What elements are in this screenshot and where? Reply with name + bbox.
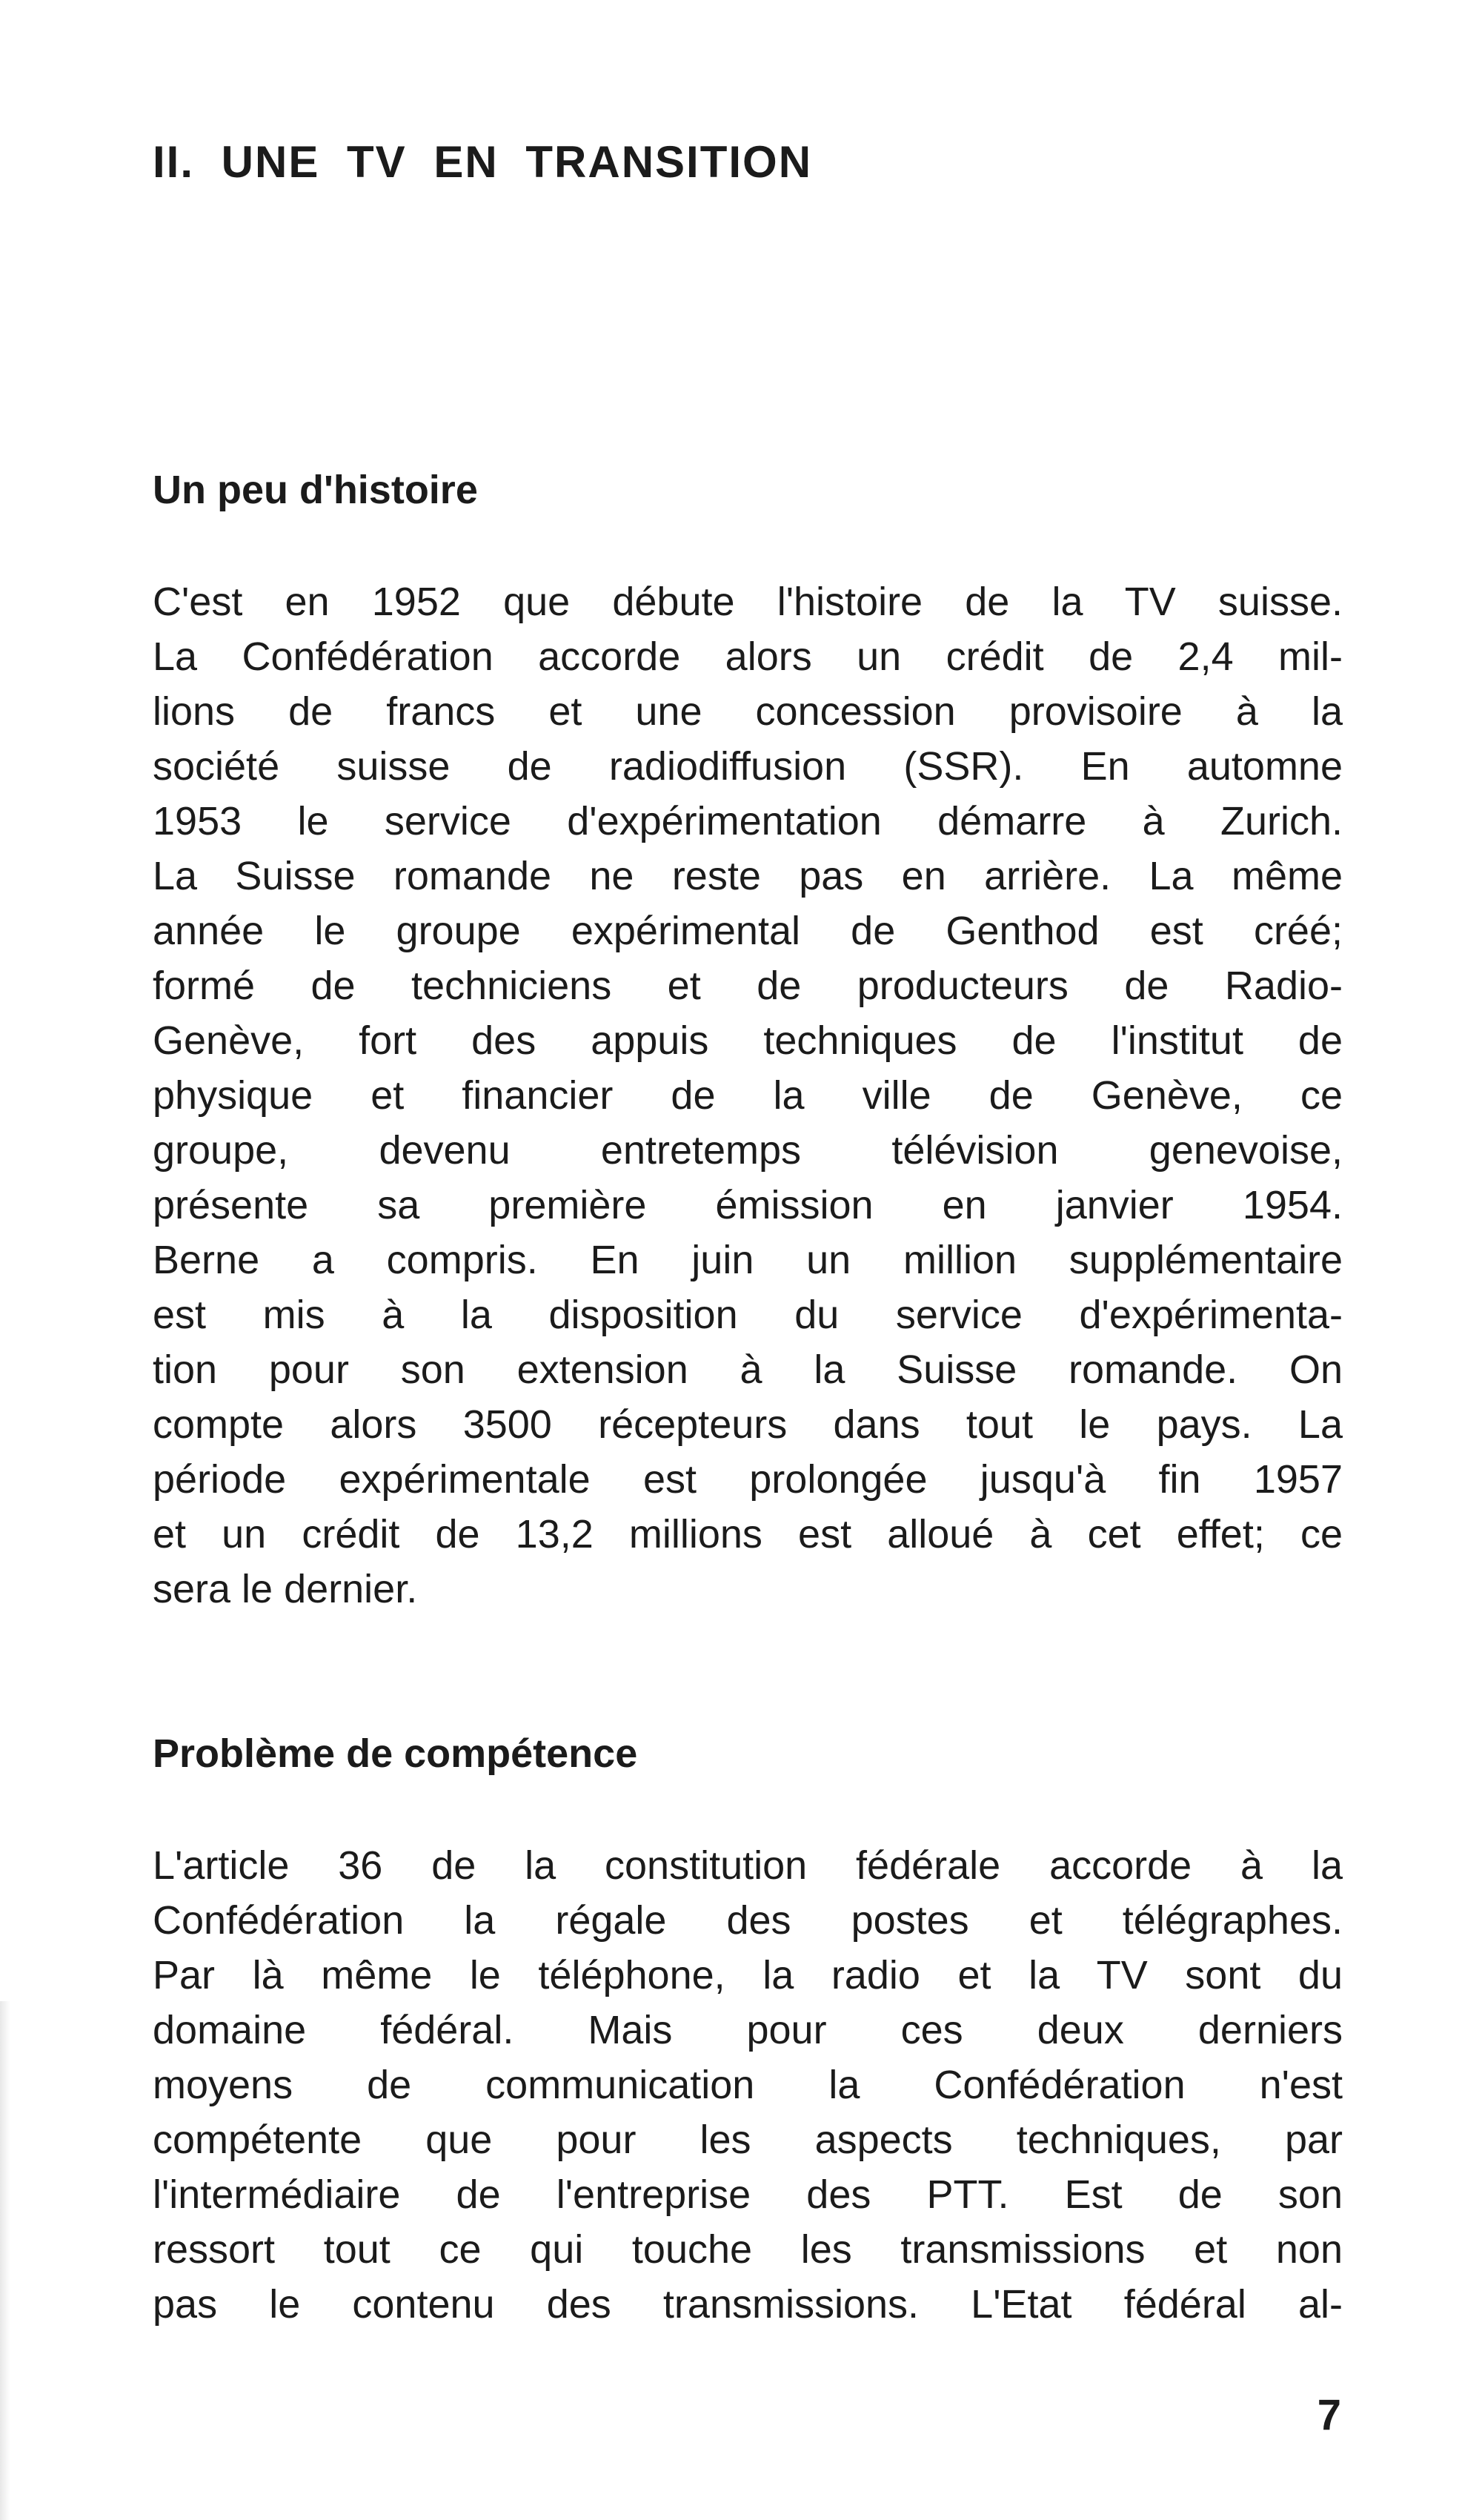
paragraph-competence [153,1838,1343,2332]
page-edge-shadow [0,2001,10,2520]
text-line: Berne a compris. En juin un million supplémentaire [153,1238,1343,1282]
text-line: est mis à la disposition du service d'expérimenta- [153,1293,1343,1337]
text-line: moyens de communication la Confédération n'est [153,2063,1343,2107]
text-line: tion pour son extension à la Suisse romande. On [153,1347,1343,1392]
text-line: l'intermédiaire de l'entreprise des PTT. Est de son [153,2172,1343,2217]
text-line: ressort tout ce qui touche les transmissions et non [153,2227,1343,2272]
text-line: formé de techniciens et de producteurs de Radio- [153,964,1343,1008]
text-line: société suisse de radiodiffusion (SSR). En automne [153,744,1343,789]
section-heading-history: Un peu d'histoire [153,468,478,512]
text-line: pas le contenu des transmissions. L'Etat fédéral al- [153,2282,1343,2327]
text-line: compétente que pour les aspects techniques, par [153,2118,1343,2162]
page-number: 7 [1317,2391,1341,2439]
text-line: période expérimentale est prolongée jusqu'à fin 1957 [153,1457,1343,1502]
text-line: L'article 36 de la constitution fédérale accorde à la [153,1843,1343,1888]
text-line: année le groupe expérimental de Genthod est créé; [153,909,1343,953]
text-line: sera le dernier. [153,1567,418,1611]
text-line: compte alors 3500 récepteurs dans tout le pays. La [153,1402,1343,1447]
text-line: Genève, fort des appuis techniques de l'institut de [153,1018,1343,1063]
text-line: C'est en 1952 que débute l'histoire de la TV suisse. [153,580,1343,624]
paragraph-history [153,574,1343,1617]
text-line: et un crédit de 13,2 millions est alloué à cet effet; ce [153,1512,1343,1556]
text-line: 1953 le service d'expérimentation démarre à Zurich. [153,799,1343,843]
section-heading-competence: Problème de compétence [153,1731,638,1776]
text-line: La Suisse romande ne reste pas en arrière. La même [153,854,1343,898]
text-line: groupe, devenu entretemps télévision genevoise, [153,1128,1343,1173]
text-line: présente sa première émission en janvier 1954. [153,1183,1343,1227]
chapter-title: II. UNE TV EN TRANSITION [153,137,813,187]
text-line: physique et financier de la ville de Genève, ce [153,1073,1343,1118]
text-line: Par là même le téléphone, la radio et la TV sont du [153,1953,1343,1997]
text-line: domaine fédéral. Mais pour ces deux derniers [153,2008,1343,2052]
text-line: lions de francs et une concession provisoire à la [153,689,1343,734]
text-line: Confédération la régale des postes et télégraphes. [153,1898,1343,1943]
text-line: La Confédération accorde alors un crédit de 2,4 mil- [153,634,1343,679]
